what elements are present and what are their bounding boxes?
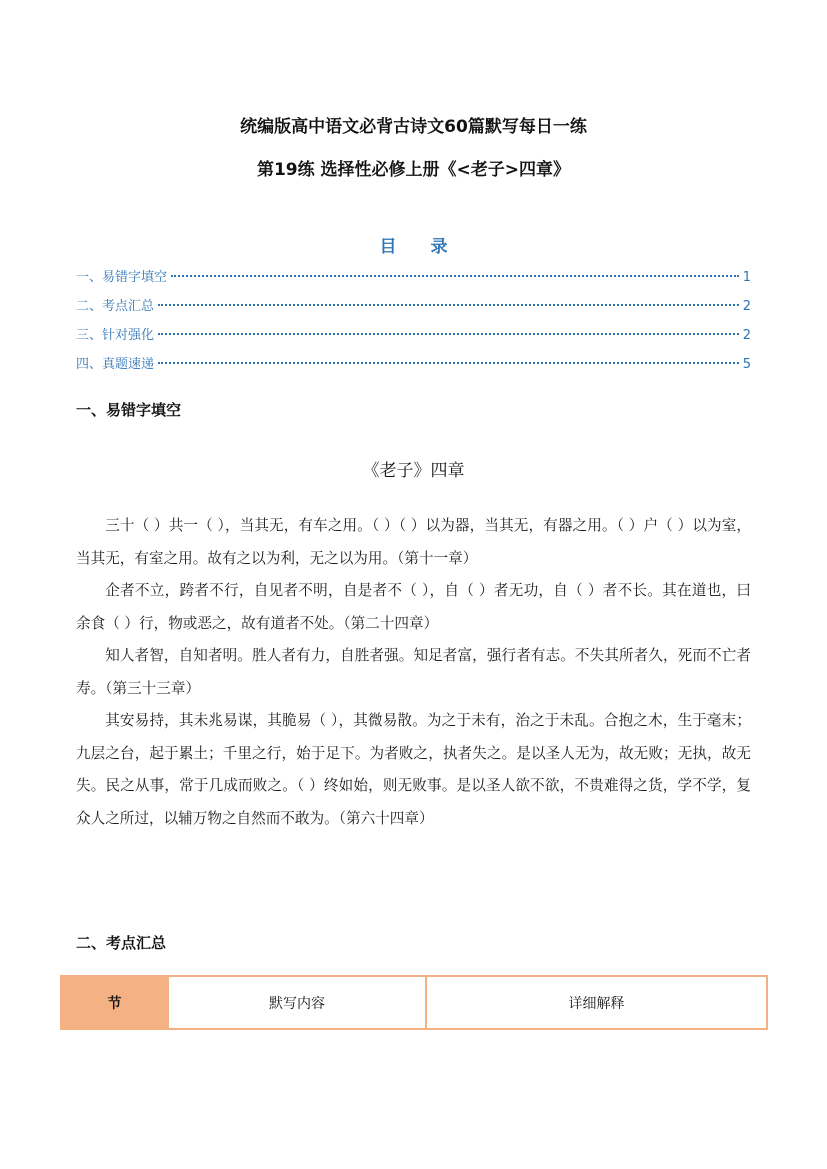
toc-leader-dots xyxy=(158,333,739,335)
toc-item-page: 5 xyxy=(742,357,751,372)
toc-item-1[interactable] xyxy=(76,266,751,295)
section-heading-fill-in: 一、易错字填空 xyxy=(76,401,182,419)
toc-item-page: 2 xyxy=(742,299,751,314)
toc-item-label: 二、考点汇总 xyxy=(76,299,155,314)
toc-leader-dots xyxy=(158,362,739,364)
toc-item-4[interactable] xyxy=(76,353,751,382)
chapter-11-paragraph: 三十（ ）共一（ ），当其无，有车之用。（ ）（ ）以为器，当其无，有器之用。（ ）户（ ）以为室，当其无，有室之用。故有之以为利，无之以为用。（第十一章） xyxy=(76,517,751,567)
toc-item-page: 2 xyxy=(742,328,751,343)
poem-body xyxy=(76,510,751,835)
toc-item-label: 一、易错字填空 xyxy=(76,270,168,285)
toc-item-label: 四、真题速递 xyxy=(76,357,155,372)
document-subtitle: 第19练 选择性必修上册《<老子>四章》 xyxy=(256,160,571,180)
toc-item-label: 三、针对强化 xyxy=(76,328,155,343)
chapter-64-paragraph: 其安易持，其未兆易谋，其脆易（ ），其微易散。为之于未有，治之于未乱。合抱之木，生于毫末；九层之台，起于累土；千里之行，始于足下。为者败之，执者失之。是以圣人无为，故无败；无执，故无失。民之从事，常于几成而败之。（ ）终如始，则无败事。是以圣人欲不欲，不贵难得之货，学不学，复众人之所过，以辅万物之自然而不敢为。（第六十四章） xyxy=(76,712,751,827)
table-of-contents xyxy=(76,266,751,382)
toc-item-2[interactable] xyxy=(76,295,751,324)
section-heading-summary: 二、考点汇总 xyxy=(76,934,167,952)
summary-table xyxy=(60,975,768,1030)
header-cell-section: 节 xyxy=(61,976,168,1029)
document-title: 统编版高中语文必背古诗文60篇默写每日一练 xyxy=(240,117,587,137)
header-cell-content: 默写内容 xyxy=(168,976,426,1029)
chapter-24-paragraph: 企者不立，跨者不行，自见者不明，自是者不（ ），自（ ）者无功，自（ ）者不长。其在道也，曰余食（ ）行，物或恶之，故有道者不处。（第二十四章） xyxy=(76,582,751,632)
toc-item-page: 1 xyxy=(742,270,751,285)
poem-title: 《老子》四章 xyxy=(362,461,465,481)
toc-heading: 目 录 xyxy=(379,237,462,257)
chapter-33-paragraph: 知人者智，自知者明。胜人者有力，自胜者强。知足者富，强行者有志。不失其所者久，死而不亡者寿。（第三十三章） xyxy=(76,647,751,697)
toc-leader-dots xyxy=(158,304,739,306)
toc-item-3[interactable] xyxy=(76,324,751,353)
table-header-row xyxy=(61,976,767,1029)
toc-leader-dots xyxy=(171,275,739,277)
header-cell-explanation: 详细解释 xyxy=(426,976,767,1029)
